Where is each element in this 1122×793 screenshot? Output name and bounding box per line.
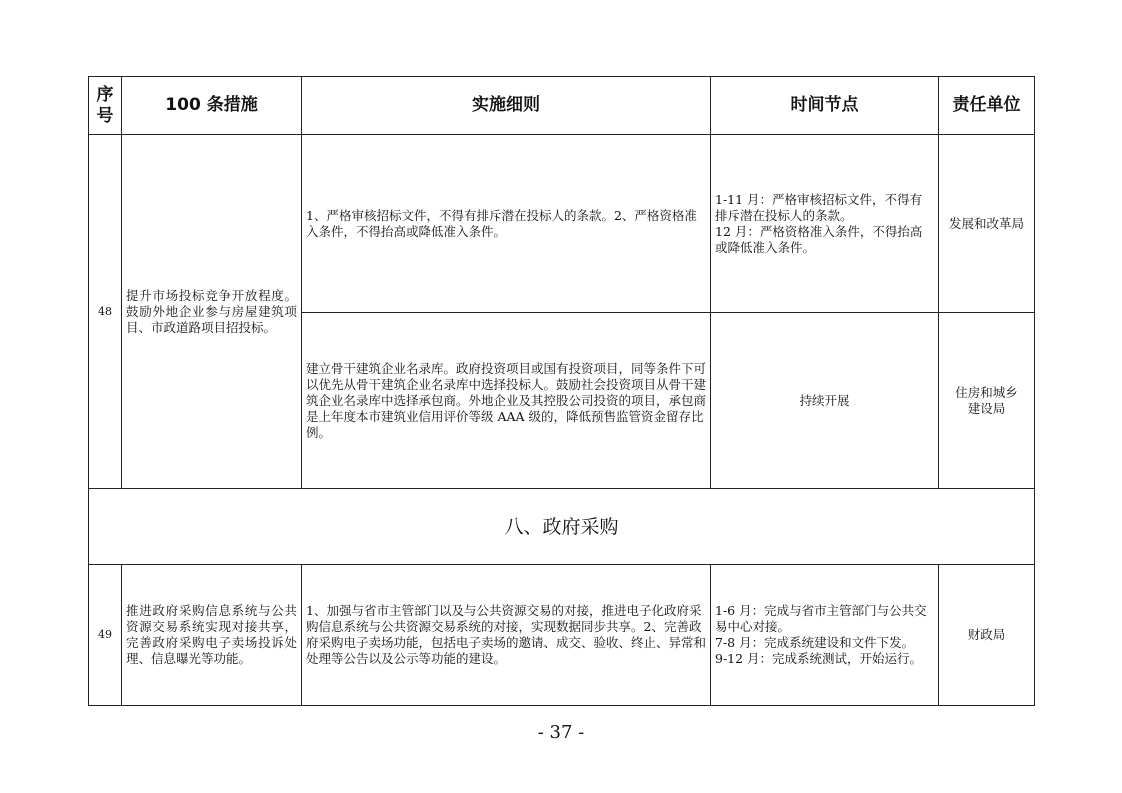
measures-table [88,76,1035,706]
table-row [89,565,1035,706]
row48-sub2-unit: 住房和城乡建设局 [939,313,1035,489]
row48-sub2-detail: 建立骨干建筑企业名录库。政府投资项目或国有投资项目，同等条件下可以优先从骨干建筑企业名录库中选择投标人。鼓励社会投资项目从骨干建筑企业名录库中选择承包商。外地企业及其控股公司投资的项目，承包商是上年度本市建筑业信用评价等级 AAA 级的，降低预售监管资金留存比例。 [302,313,711,489]
row49-no: 49 [89,565,122,706]
row48-measure: 提升市场投标竞争开放程度。鼓励外地企业参与房屋建筑项目、市政道路项目招投标。 [122,135,302,489]
header-unit: 责任单位 [939,77,1035,135]
row49-measure: 推进政府采购信息系统与公共资源交易系统实现对接共享，完善政府采购电子卖场投诉处理、信息曝光等功能。 [122,565,302,706]
row48-sub1-detail: 1、严格审核招标文件，不得有排斥潜在投标人的条款。2、严格资格准入条件，不得抬高或降低准入条件。 [302,135,711,313]
page-number: - 37 - [537,722,585,743]
row49-detail: 1、加强与省市主管部门以及与公共资源交易的对接，推进电子化政府采购信息系统与公共资源交易系统的对接，实现数据同步共享。2、完善政府采购电子卖场功能，包括电子卖场的邀请、成交、验收、终止、异常和处理等公告以及公示等功能的建设。 [302,565,711,706]
row49-unit: 财政局 [939,565,1035,706]
header-timeline: 时间节点 [711,77,939,135]
header-no: 序号 [89,77,122,135]
row49-timeline: 1-6 月：完成与省市主管部门与公共交易中心对接。 7-8 月：完成系统建设和文件下发。 9-12 月：完成系统测试，开始运行。 [711,565,939,706]
header-measure: 100 条措施 [122,77,302,135]
table-row [89,135,1035,313]
section-row [89,489,1035,565]
header-detail: 实施细则 [302,77,711,135]
section-title: 八、政府采购 [89,489,1035,565]
row48-sub1-unit: 发展和改革局 [939,135,1035,313]
row48-sub1-timeline: 1-11 月：严格审核招标文件，不得有排斥潜在投标人的条款。 12 月：严格资格准入条件，不得抬高或降低准入条件。 [711,135,939,313]
row48-sub2-timeline: 持续开展 [711,313,939,489]
row48-no: 48 [89,135,122,489]
header-row [89,77,1035,135]
